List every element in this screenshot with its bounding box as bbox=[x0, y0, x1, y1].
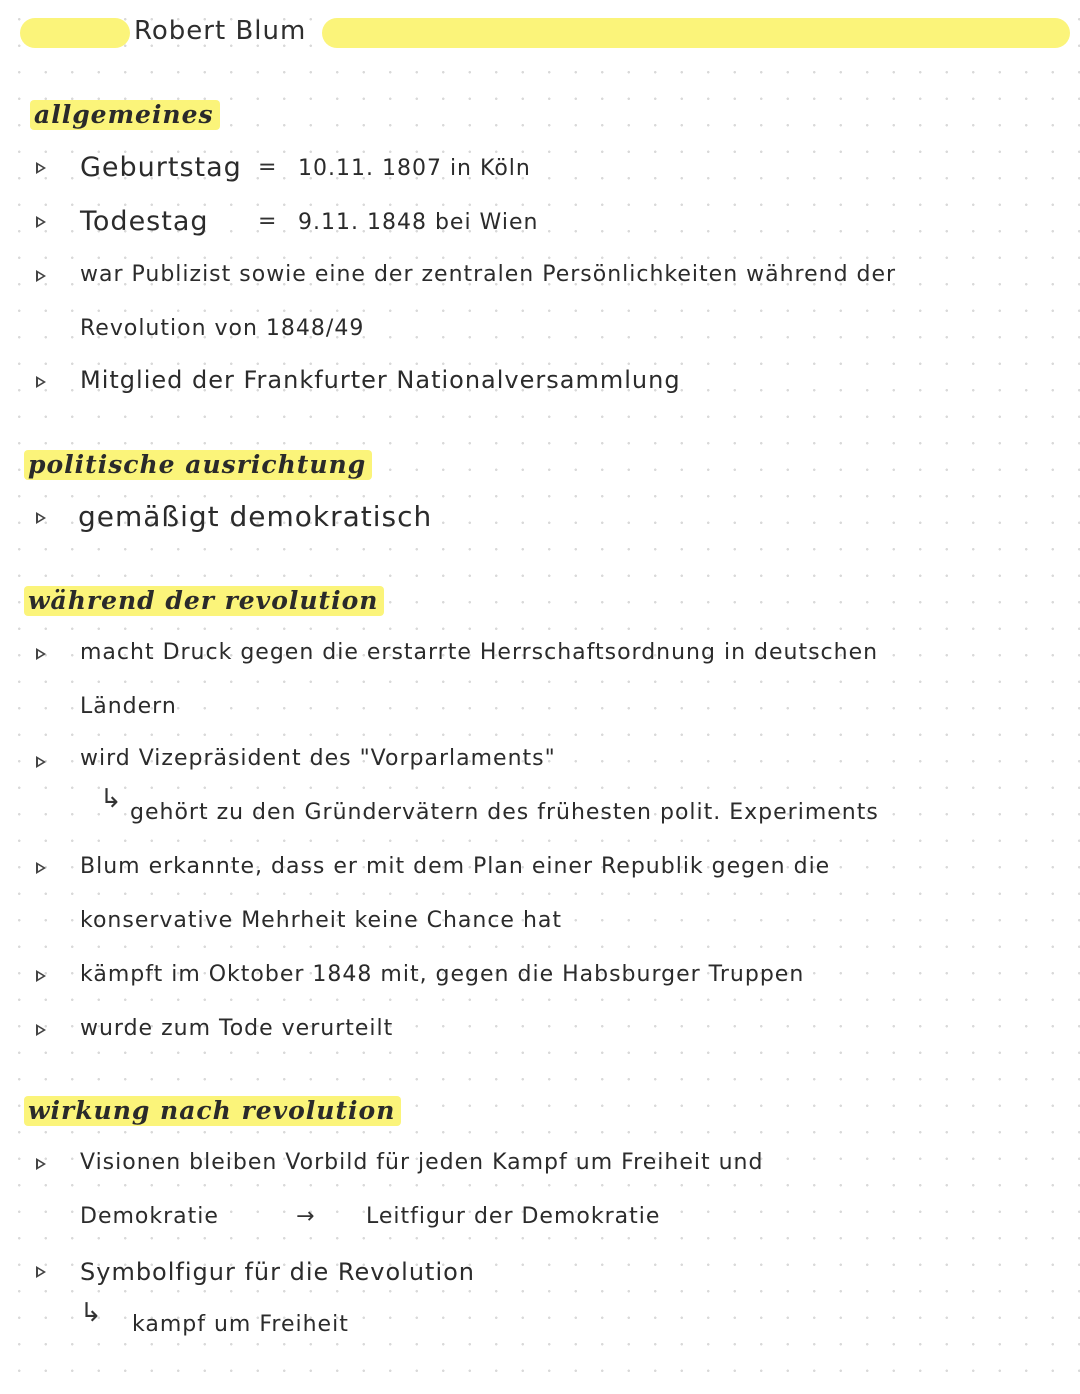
heading-politische-ausrichtung: politische ausrichtung bbox=[24, 450, 372, 480]
kaempft-line: kämpft im Oktober 1848 mit, gegen die Habsburger Truppen bbox=[80, 962, 805, 987]
deathday-label: Todestag bbox=[80, 206, 209, 237]
title-highlight-left bbox=[20, 18, 130, 48]
druck-line-2: Ländern bbox=[80, 694, 177, 719]
gemaessigt-line: gemäßigt demokratisch bbox=[78, 500, 433, 533]
bullet-icon bbox=[36, 1266, 46, 1278]
demokratie-word: Demokratie bbox=[80, 1204, 219, 1229]
druck-line-1: macht Druck gegen die erstarrte Herrschaftsordnung in deutschen bbox=[80, 640, 879, 665]
bullet-icon bbox=[36, 270, 46, 282]
bullet-icon bbox=[36, 862, 46, 874]
blum-erkannte-line-1: Blum erkannte, dass er mit dem Plan einer Republik gegen die bbox=[80, 854, 831, 879]
heading-allgemeines: allgemeines bbox=[30, 100, 220, 130]
publizist-line-1: war Publizist sowie eine der zentralen Persönlichkeiten während der bbox=[80, 262, 897, 287]
verurteilt-line: wurde zum Tode verurteilt bbox=[80, 1016, 394, 1041]
gruendervaeter-line: gehört zu den Gründervätern des frühesten polit. Experiments bbox=[130, 800, 879, 825]
bullet-icon bbox=[36, 648, 46, 660]
blum-erkannte-line-2: konservative Mehrheit keine Chance hat bbox=[80, 908, 562, 933]
visionen-line-1: Visionen bleiben Vorbild für jeden Kampf um Freiheit und bbox=[80, 1150, 764, 1175]
bullet-icon bbox=[36, 376, 46, 388]
bullet-icon bbox=[36, 1158, 46, 1170]
equals-sign: = bbox=[258, 209, 277, 234]
equals-sign: = bbox=[258, 155, 277, 180]
bullet-icon bbox=[36, 216, 46, 228]
leitfigur-line: Leitfigur der Demokratie bbox=[366, 1204, 661, 1229]
birthday-label: Geburtstag bbox=[80, 152, 242, 183]
birthday-value: 10.11. 1807 in Köln bbox=[298, 156, 531, 181]
symbolfigur-line: Symbolfigur für die Revolution bbox=[80, 1258, 476, 1286]
heading-wirkung-nach-revolution: wirkung nach revolution bbox=[24, 1096, 401, 1126]
page-title: Robert Blum bbox=[134, 16, 307, 46]
bullet-icon bbox=[36, 512, 46, 524]
kampf-freiheit-line: kampf um Freiheit bbox=[132, 1312, 349, 1337]
sub-arrow-icon: ↳ bbox=[100, 784, 122, 814]
mitglied-line: Mitglied der Frankfurter Nationalversammlung bbox=[80, 366, 681, 394]
bullet-icon bbox=[36, 162, 46, 174]
sub-arrow-icon: ↳ bbox=[80, 1298, 102, 1328]
title-highlight-right bbox=[322, 18, 1070, 48]
bullet-icon bbox=[36, 970, 46, 982]
right-arrow-icon: → bbox=[296, 1204, 315, 1229]
bullet-icon bbox=[36, 1024, 46, 1036]
bullet-icon bbox=[36, 756, 46, 768]
publizist-line-2: Revolution von 1848/49 bbox=[80, 316, 365, 341]
heading-waehrend-der-revolution: während der revolution bbox=[24, 586, 384, 616]
vizepraesident-line: wird Vizepräsident des "Vorparlaments" bbox=[80, 746, 556, 771]
deathday-value: 9.11. 1848 bei Wien bbox=[298, 210, 539, 235]
